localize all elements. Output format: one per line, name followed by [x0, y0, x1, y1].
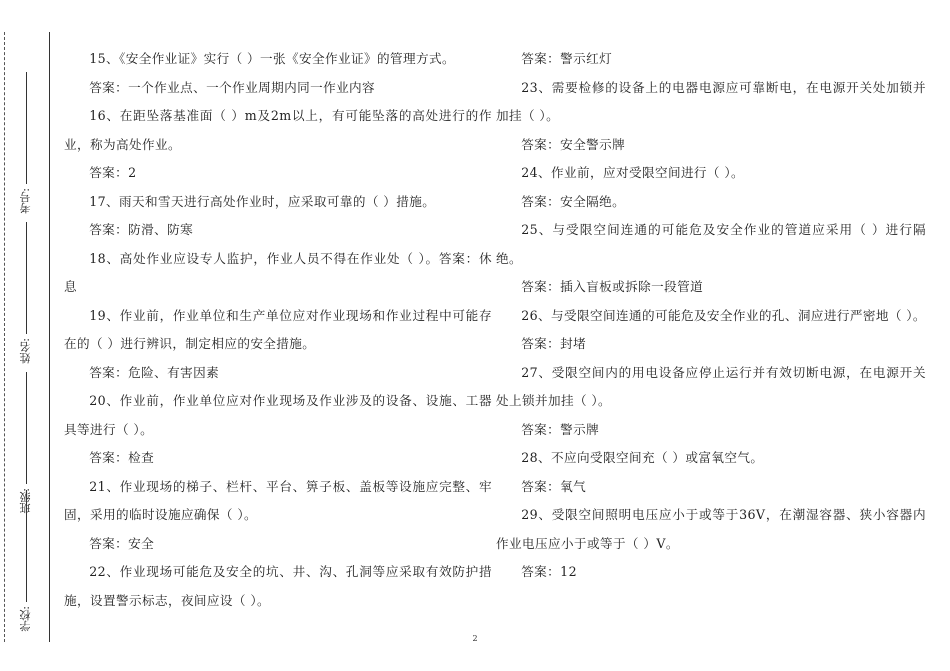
fill-line	[26, 72, 27, 184]
answer-text: 答案：警示牌	[521, 421, 600, 437]
page-number: 2	[472, 634, 478, 643]
answer-text: 答案：12	[521, 564, 577, 579]
field-label: 考号:	[19, 188, 32, 214]
field-exam-number	[14, 72, 38, 214]
fill-line	[26, 372, 27, 484]
field-label: 班级:	[19, 488, 32, 514]
answer-text: 答案：安全	[89, 535, 155, 551]
field-school	[14, 490, 38, 632]
question-text: 26、与受限空间连通的可能危及安全作业的孔、洞应进行严密地（ ）。	[521, 307, 926, 323]
field-name	[14, 222, 38, 364]
answer-text: 答案：一个作业点、一个作业周期内同一作业内容	[89, 79, 376, 95]
question-text: 21、作业现场的梯子、栏杆、平台、箅子板、盖板等设施应完整、牢固，采用的临时设施应确保（ ）。	[64, 478, 492, 522]
fill-line	[26, 490, 27, 602]
answer-text: 答案：2	[89, 165, 137, 180]
answer-text: 答案：安全警示牌	[521, 136, 626, 152]
question-text: 20、作业前，作业单位应对作业现场及作业涉及的设备、设施、工器具等进行（ ）。	[64, 393, 492, 437]
fill-line	[26, 222, 27, 334]
answer-text: 答案：封堵	[521, 336, 587, 351]
left-column	[64, 45, 492, 615]
binding-solid-line	[49, 32, 50, 642]
field-label: 学校:	[19, 606, 32, 632]
answer-text: 答案：插入盲板或拆除一段管道	[521, 279, 704, 294]
question-text: 18、高处作业应设专人监护，作业人员不得在作业处（ ）。答案：休息	[64, 250, 492, 294]
question-text: 17、雨天和雪天进行高处作业时，应采取可靠的（ ）措施。	[89, 193, 436, 209]
question-text: 29、受限空间照明电压应小于或等于36V，在潮湿容器、狭小容器内作业电压应小于或等于（ ）V。	[496, 507, 926, 551]
question-text: 19、作业前，作业单位和生产单位应对作业现场和作业过程中可能存在的（ ）进行辨识，制定相应的安全措施。	[64, 307, 492, 351]
question-text: 28、不应向受限空间充（ ）或富氧空气。	[521, 450, 764, 465]
answer-text: 答案：防滑、防寒	[89, 222, 194, 237]
question-text: 16、在距坠落基准面（ ）m及2m以上，有可能坠落的高处进行的作业，称为高处作业。	[64, 108, 492, 152]
question-text: 24、作业前，应对受限空间进行（ ）。	[521, 165, 745, 180]
answer-text: 答案：检查	[89, 450, 155, 465]
answer-text: 答案：氧气	[521, 478, 587, 494]
question-text: 15、《安全作业证》实行（ ）一张《安全作业证》的管理方式。	[89, 51, 455, 66]
question-text: 23、需要检修的设备上的电器电源应可靠断电，在电源开关处加锁并加挂（ ）。	[496, 79, 926, 123]
question-text: 25、与受限空间连通的可能危及安全作业的管道应采用（ ）进行隔绝。	[496, 222, 926, 266]
right-column	[496, 45, 926, 587]
binding-dashed-line	[4, 32, 5, 642]
field-label: 姓名:	[19, 338, 32, 364]
answer-text: 答案：危险、有害因素	[89, 364, 220, 380]
answer-text: 答案：安全隔绝。	[521, 193, 626, 209]
answer-text: 答案：警示红灯	[521, 51, 613, 66]
question-text: 22、作业现场可能危及安全的坑、井、沟、孔洞等应采取有效防护措施，设置警示标志，夜间应设（ ）。	[64, 564, 492, 608]
question-text: 27、受限空间内的用电设备应停止运行并有效切断电源，在电源开关处上锁并加挂（ ）。	[496, 364, 926, 408]
